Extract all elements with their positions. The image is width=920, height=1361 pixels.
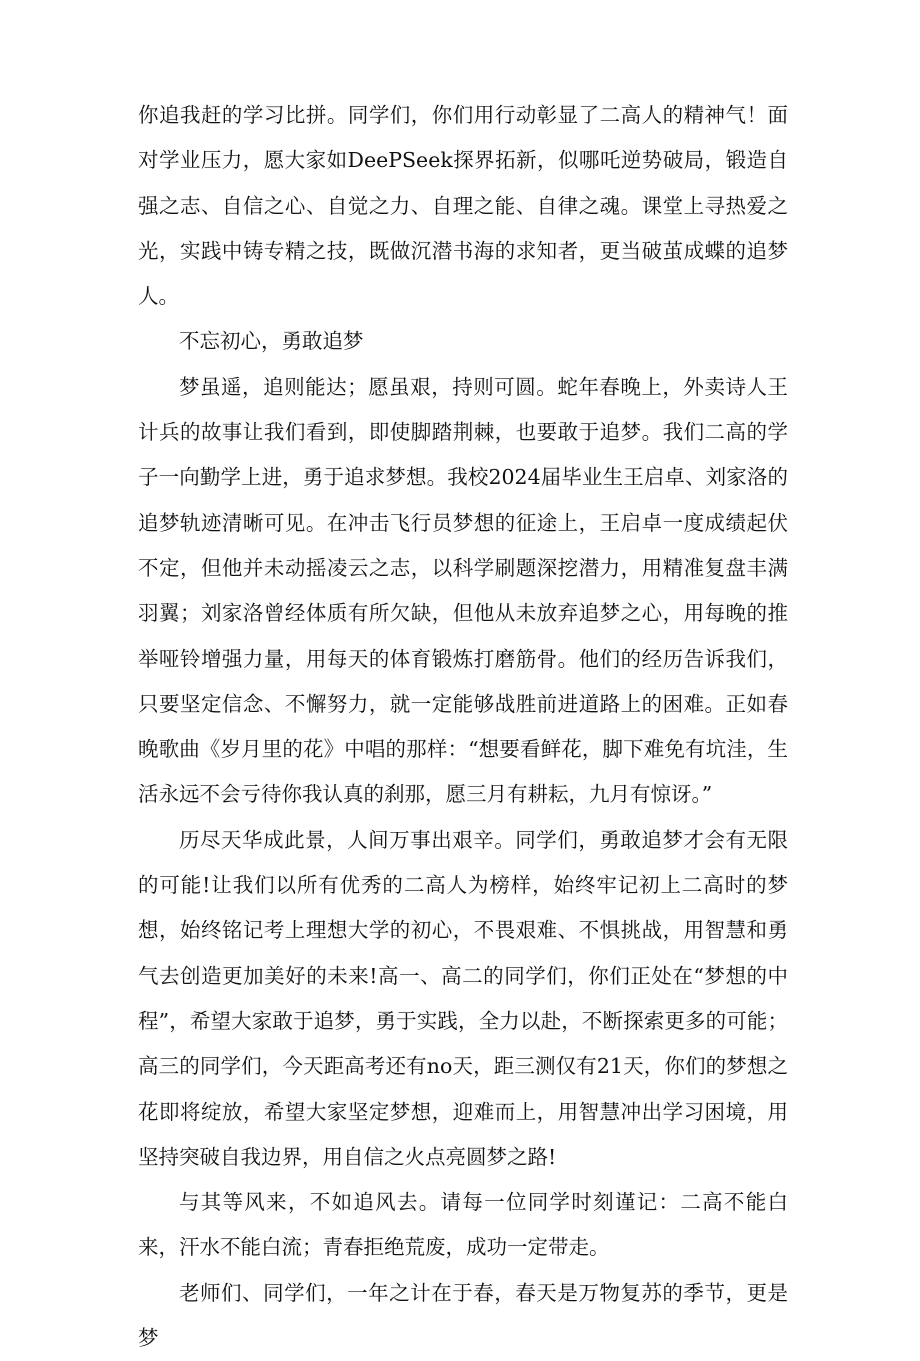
paragraph: 梦虽遥，追则能达；愿虽艰，持则可圆。蛇年春晚上，外卖诗人王计兵的故事让我们看到，即使脚踏荆棘，也要敢于追梦。我们二高的学子一向勤学上进，勇于追求梦想。我校2024届毕业生王启卓、刘家洛的追梦轨迹清晰可见。在冲击飞行员梦想的征途上，王启卓一度成绩起伏不定，但他并未动摇凌云之志，以科学刷题深挖潜力，用精准复盘丰满羽翼；刘家洛曾经体质有所欠缺，但他从未放弃追梦之心，用每晚的推举哑铃增强力量，用每天的体育锻炼打磨筋骨。他们的经历告诉我们，只要坚定信念、不懈努力，就一定能够战胜前进道路上的困难。正如春晚歌曲《岁月里的花》中唱的那样：“想要看鲜花，脚下难免有坑洼，生活永远不会亏待你我认真的刹那，愿三月有耕耘，九月有惊讶。”: [138, 374, 788, 807]
section-heading: 不忘初心，勇敢追梦: [179, 329, 364, 354]
document-page: [138, 93, 788, 1361]
paragraph: 与其等风来，不如追风去。请每一位同学时刻谨记：二高不能白来，汗水不能白流；青春拒绝荒废，成功一定带走。: [138, 1190, 788, 1260]
paragraph: 历尽天华成此景，人间万事出艰辛。同学们，勇敢追梦才会有无限的可能!让我们以所有优秀的二高人为榜样，始终牢记初上二高时的梦想，始终铭记考上理想大学的初心，不畏艰难、不惧挑战，用智慧和勇气去创造更加美好的未来!高一、高二的同学们，你们正处在“梦想的中程”，希望大家敢于追梦，勇于实践，全力以赴，不断探索更多的可能；高三的同学们，今天距高考还有no天，距三测仅有21天，你们的梦想之花即将绽放，希望大家坚定梦想，迎难而上，用智慧冲出学习困境，用坚持突破自我边界，用自信之火点亮圆梦之路!: [138, 827, 788, 1169]
paragraph: 老师们、同学们，一年之计在于春，春天是万物复苏的季节，更是梦: [138, 1280, 788, 1351]
paragraph-continuation: 你追我赶的学习比拼。同学们，你们用行动彰显了二高人的精神气！面对学业压力，愿大家如DeePSeek探界拓新，似哪吒逆势破局，锻造自强之志、自信之心、自觉之力、自理之能、自律之魂。课堂上寻热爱之光，实践中铸专精之技，既做沉潜书海的求知者，更当破茧成蝶的追梦人。: [138, 103, 788, 309]
